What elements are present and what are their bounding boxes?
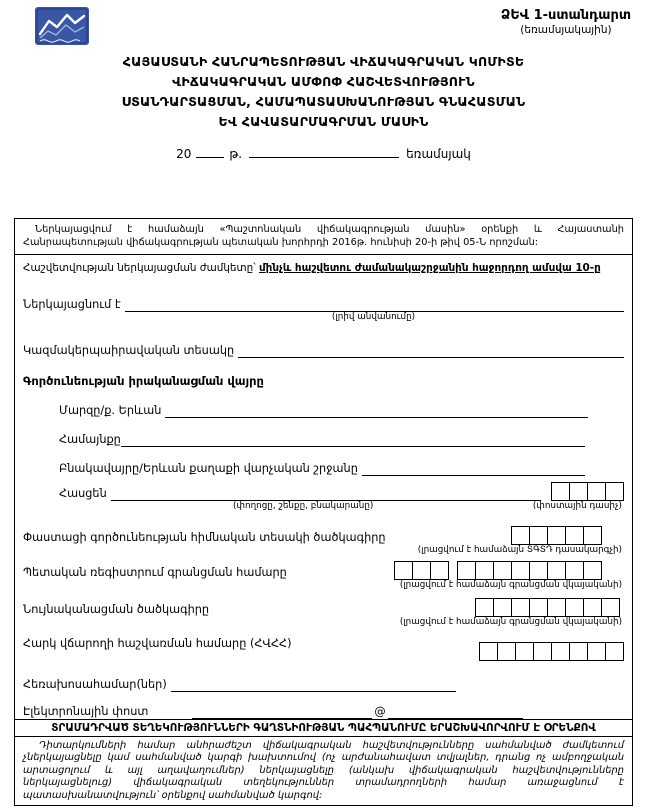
email-local-input-line[interactable] (192, 704, 372, 719)
legal-basis-text: Ներկայացվում է համաձայն «Պաշտոնական վիճակագրության մասին» օրենքի և Հայաստանի Հանրապետության վիճակագրության պետական խորհրդի 2016թ. հունիսի 20-ի թիվ 05-Ն որոշման: (15, 219, 632, 255)
code-box-cell[interactable] (551, 482, 570, 501)
community-input-line[interactable] (121, 432, 585, 447)
tin-label: Հարկ վճարողի հաշվառման համարը (ՀՎՀՀ) (23, 637, 292, 650)
form-period: (եռամսյակային) (520, 24, 612, 36)
code-box-cell[interactable] (601, 598, 620, 617)
code-box-cell[interactable] (583, 598, 602, 617)
region-input-line[interactable] (165, 403, 588, 418)
code-box-cell[interactable] (515, 642, 534, 661)
code-box-cell[interactable] (475, 598, 494, 617)
code-box-cell[interactable] (412, 561, 431, 580)
phone-input-line[interactable] (171, 677, 456, 692)
region-row (59, 403, 624, 418)
code-box-cell[interactable] (497, 642, 516, 661)
code-box-cell[interactable] (551, 642, 570, 661)
id-code-hint: (լրացվում է համաձայն գրանցման վկայականի) (399, 617, 622, 627)
code-box-cell[interactable] (529, 598, 548, 617)
activity-code-hint: (լրացվում է համաձայն ՏԳՏԴ դասակարգչի) (417, 545, 622, 555)
title-line-2: ՎԻՃԱԿԱԳՐԱԿԱՆ ԱՄՓՈՓ ՀԱՇՎԵՏՎՈՒԹՅՈՒՆ (172, 74, 475, 89)
activity-code-label: Փաստացի գործունեության հիմնական տեսակի ծածկագիրը (23, 531, 386, 544)
code-box-cell[interactable] (394, 561, 413, 580)
code-box-cell[interactable] (583, 561, 602, 580)
armstat-logo (35, 7, 89, 45)
code-box-cell[interactable] (569, 642, 588, 661)
email-label: Էլեկտրոնային փոստ (23, 705, 149, 718)
region-label: Մարզը/ք. Երևան (59, 404, 162, 417)
report-period-line (0, 146, 647, 161)
activity-location-heading (23, 374, 624, 389)
code-box-cell[interactable] (529, 561, 548, 580)
code-box-cell[interactable] (547, 561, 566, 580)
year-prefix: 20 (176, 147, 192, 161)
code-box-cell[interactable] (569, 482, 588, 501)
code-box-cell[interactable] (475, 561, 494, 580)
activity-code-boxes (511, 526, 602, 545)
title-line-4: ԵՎ ՀԱՎԱՏԱՐՄԱԳՐՄԱՆ ՄԱՍԻՆ (218, 114, 429, 129)
postal-code-hint: (փոստային դասիչ) (532, 501, 622, 511)
code-box-cell[interactable] (587, 642, 606, 661)
confidentiality-header: ՏՐԱՄԱԴՐՎԱԾ ՏԵՂԵԿՈՒԹՅՈՒՆՆԵՐԻ ԳԱՂՏՆԻՈՒԹՅԱՆ ՊԱՀՊԱՆՈՒՄԸ ԵՐԱՇԽԱՎՈՐՎՈՒՄ Է ՕՐԵՆՔՈՎ (15, 719, 632, 737)
postal-code-boxes (551, 482, 624, 501)
code-box-cell[interactable] (587, 482, 606, 501)
form-code-block (501, 8, 631, 36)
address-hints-row (23, 501, 624, 512)
activity-code-row (23, 526, 624, 545)
settlement-input-line[interactable] (362, 461, 585, 476)
presented-by-input-line[interactable] (125, 297, 624, 312)
settlement-label: Բնակավայրը/Երևան քաղաքի վարչական շրջանը (59, 462, 358, 475)
community-label: Համայնքը (59, 433, 121, 446)
code-box-cell[interactable] (547, 598, 566, 617)
org-type-row (23, 343, 624, 358)
register-number-hint: (լրացվում է համաձայն գրանցման վկայականի) (399, 580, 622, 590)
code-box-cell[interactable] (511, 561, 530, 580)
address-row (59, 482, 624, 501)
register-number-row (23, 561, 624, 580)
tin-row (23, 636, 624, 661)
phone-row (23, 677, 624, 692)
phone-label: Հեռախոսահամար(ներ) (23, 678, 167, 691)
title-line-1: ՀԱՅԱՍՏԱՆԻ ՀԱՆՐԱՊԵՏՈՒԹՅԱՆ ՎԻՃԱԿԱԳՐԱԿԱՆ ԿՈՄԻՏԵ (122, 54, 525, 69)
address-hint: (փողոցը, շենքը, բնակարանը) (233, 501, 374, 511)
quarter-label: եռամսյակ (406, 147, 471, 161)
code-box-cell[interactable] (533, 642, 552, 661)
id-code-row (23, 598, 624, 617)
org-type-label: Կազմակերպաիրավական տեսակը (23, 344, 235, 357)
title-line-3: ՍՏԱՆԴԱՐՏԱՑՄԱՆ, ՀԱՄԱՊԱՏԱՍԽԱՆՈՒԹՅԱՆ ԳՆԱՀԱՏՄԱՆ (121, 94, 526, 109)
deadline-line (15, 255, 632, 277)
code-box-cell[interactable] (479, 642, 498, 661)
code-box-cell[interactable] (529, 526, 548, 545)
code-box-cell[interactable] (493, 598, 512, 617)
address-label: Հասցեն (59, 487, 107, 500)
code-box-cell[interactable] (565, 598, 584, 617)
liability-text: Դիտարկումների համար անհրաժեշտ վիճակագրական հաշվետվությունները սահմանված ժամկետում չներկայացնելը կամ սահմանված կարգի խախտումով (ոչ արժանահավատ տվյալներ, դրանց ոչ ամբողջական արտացոլում և այլ աղավաղումներ) ներկայացնելը (անկախ վիճակագրական հաշվետվությունները ներկայացնելուց) վիճակագրական տեղեկություններ տրամադրողների համար առաջացնում է պատասխանատվություն՝ օրենքով սահմանված կարգով: (23, 740, 624, 801)
code-box-cell[interactable] (547, 526, 566, 545)
code-box-cell[interactable] (457, 561, 476, 580)
tin-boxes (479, 642, 624, 661)
form-fields-area (15, 277, 632, 719)
year-input-line[interactable] (196, 146, 224, 158)
register-number-boxes-group2 (457, 561, 602, 580)
form-title (0, 52, 647, 132)
email-at-symbol: @ (374, 705, 386, 718)
presented-by-row (23, 297, 624, 312)
activity-location-heading-label: Գործունեության իրականացման վայրը (23, 374, 264, 388)
email-domain-input-line[interactable] (388, 704, 523, 719)
form-code: ՁԵՎ 1-ստանդարտ (500, 8, 631, 23)
code-box-cell[interactable] (430, 561, 449, 580)
chart-logo-icon (35, 7, 89, 45)
code-box-cell[interactable] (605, 642, 624, 661)
quarter-input-line[interactable] (249, 146, 399, 158)
id-code-boxes (475, 598, 620, 617)
org-type-input-line[interactable] (238, 343, 624, 358)
settlement-row (59, 461, 624, 476)
register-number-boxes-group1 (394, 561, 449, 580)
email-row (23, 704, 624, 719)
year-suffix: թ. (229, 147, 243, 161)
code-box-cell[interactable] (565, 561, 584, 580)
presented-by-label: Ներկայացնում է (23, 298, 121, 311)
code-box-cell[interactable] (565, 526, 584, 545)
presented-by-hint: (լրիվ անվանումը) (331, 312, 416, 322)
id-code-label: Նույնականացման ծածկագիրը (23, 603, 210, 616)
address-input-line[interactable] (111, 486, 541, 501)
code-box-cell[interactable] (511, 598, 530, 617)
deadline-bold: մինչև հաշվետու ժամանակաշրջանին հաջորդող ամսվա 10-ը (259, 262, 601, 274)
code-box-cell[interactable] (583, 526, 602, 545)
deadline-prefix: Հաշվետվության ներկայացման ժամկետը՝ (23, 262, 259, 274)
form-body-box (14, 218, 633, 806)
code-box-cell[interactable] (511, 526, 530, 545)
code-box-cell[interactable] (493, 561, 512, 580)
community-row (59, 432, 624, 447)
register-number-label: Պետական ռեգիստրում գրանցման համարը (23, 566, 287, 579)
code-box-cell[interactable] (605, 482, 624, 501)
